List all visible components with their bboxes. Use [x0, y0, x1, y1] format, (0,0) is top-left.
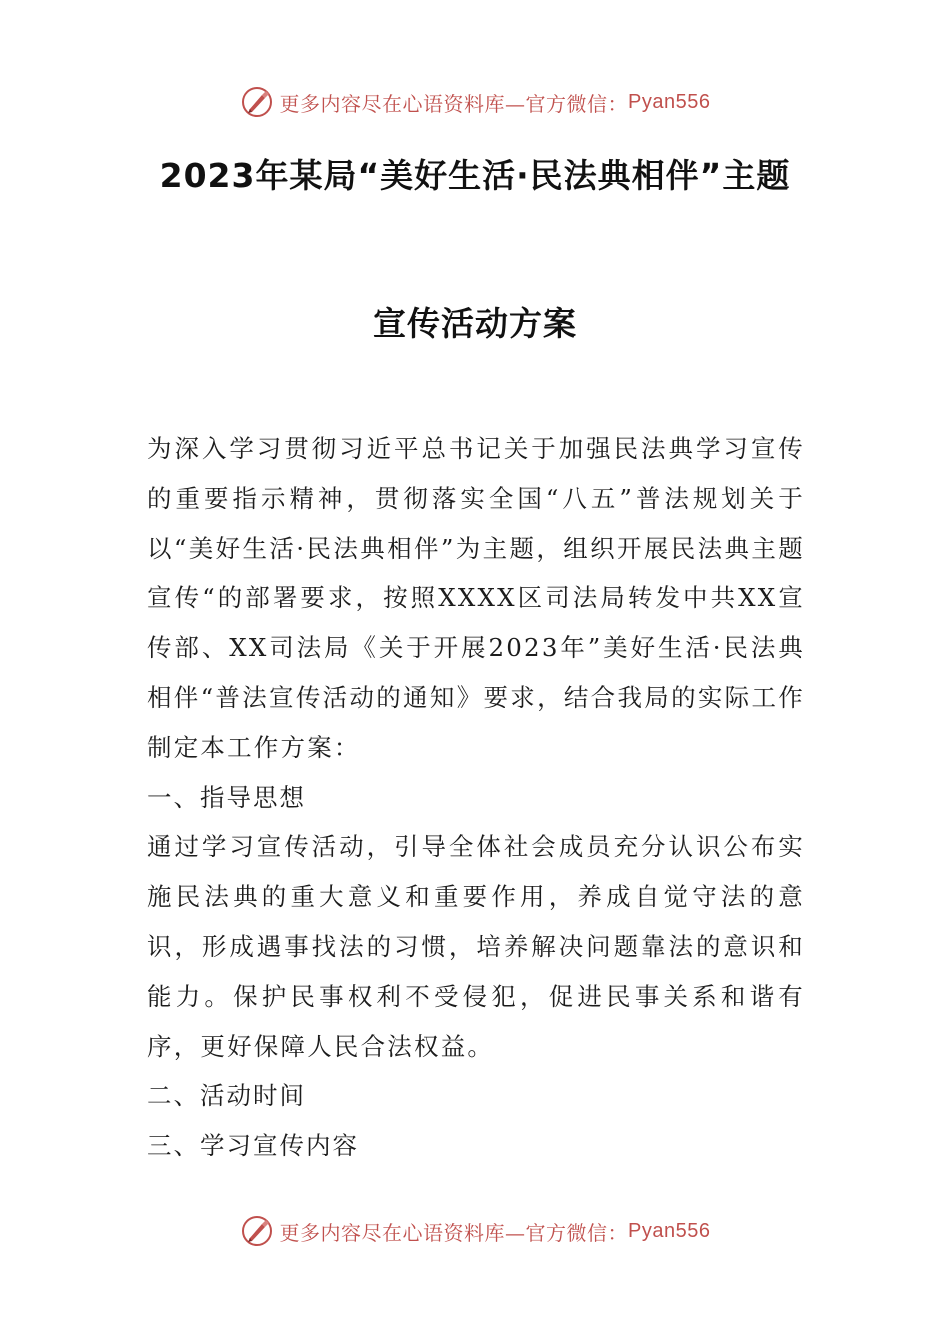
guiding-thought-paragraph: 通过学习宣传活动，引导全体社会成员充分认识公布实施民法典的重大意义和重要作用，养成自觉守法的意识，形成遇事找法的习惯，培养解决问题靠法的意识和能力。保护民事权利不受侵犯，促进民事关系和谐有序，更好保障人民合法权益。	[147, 832, 805, 1061]
section-heading-activity-time: 二、活动时间	[147, 1081, 306, 1111]
section-heading-guiding-thought: 一、指导思想	[147, 782, 306, 812]
watermark-header	[0, 82, 950, 122]
document-title-line2: 宣传活动方案	[373, 304, 577, 343]
pen-logo-icon	[240, 85, 274, 119]
pen-logo-icon	[240, 1214, 274, 1248]
watermark-text: 更多内容尽在心语资料库—官方微信：	[279, 91, 629, 116]
watermark-text: 更多内容尽在心语资料库—官方微信：	[279, 1220, 629, 1245]
document-body	[147, 424, 805, 1171]
watermark-footer	[0, 1211, 950, 1251]
section-heading-content: 三、学习宣传内容	[147, 1131, 359, 1161]
intro-paragraph: 为深入学习贯彻习近平总书记关于加强民法典学习宣传的重要指示精神，贯彻落实全国“八五”普法规划关于以“美好生活·民法典相伴”为主题，组织开展民法典主题宣传“的部署要求，按照XXXX区司法局转发中共XX宣传部、XX司法局《关于开展2023年”美好生活·民法典相伴“普法宣传活动的通知》要求，结合我局的实际工作制定本工作方案：	[147, 434, 805, 762]
watermark-wechat-id: Pyan556	[628, 90, 711, 113]
document-title-line1: 2023年某局“美好生活·民法典相伴”主题	[159, 156, 791, 195]
watermark-wechat-id: Pyan556	[628, 1219, 711, 1242]
